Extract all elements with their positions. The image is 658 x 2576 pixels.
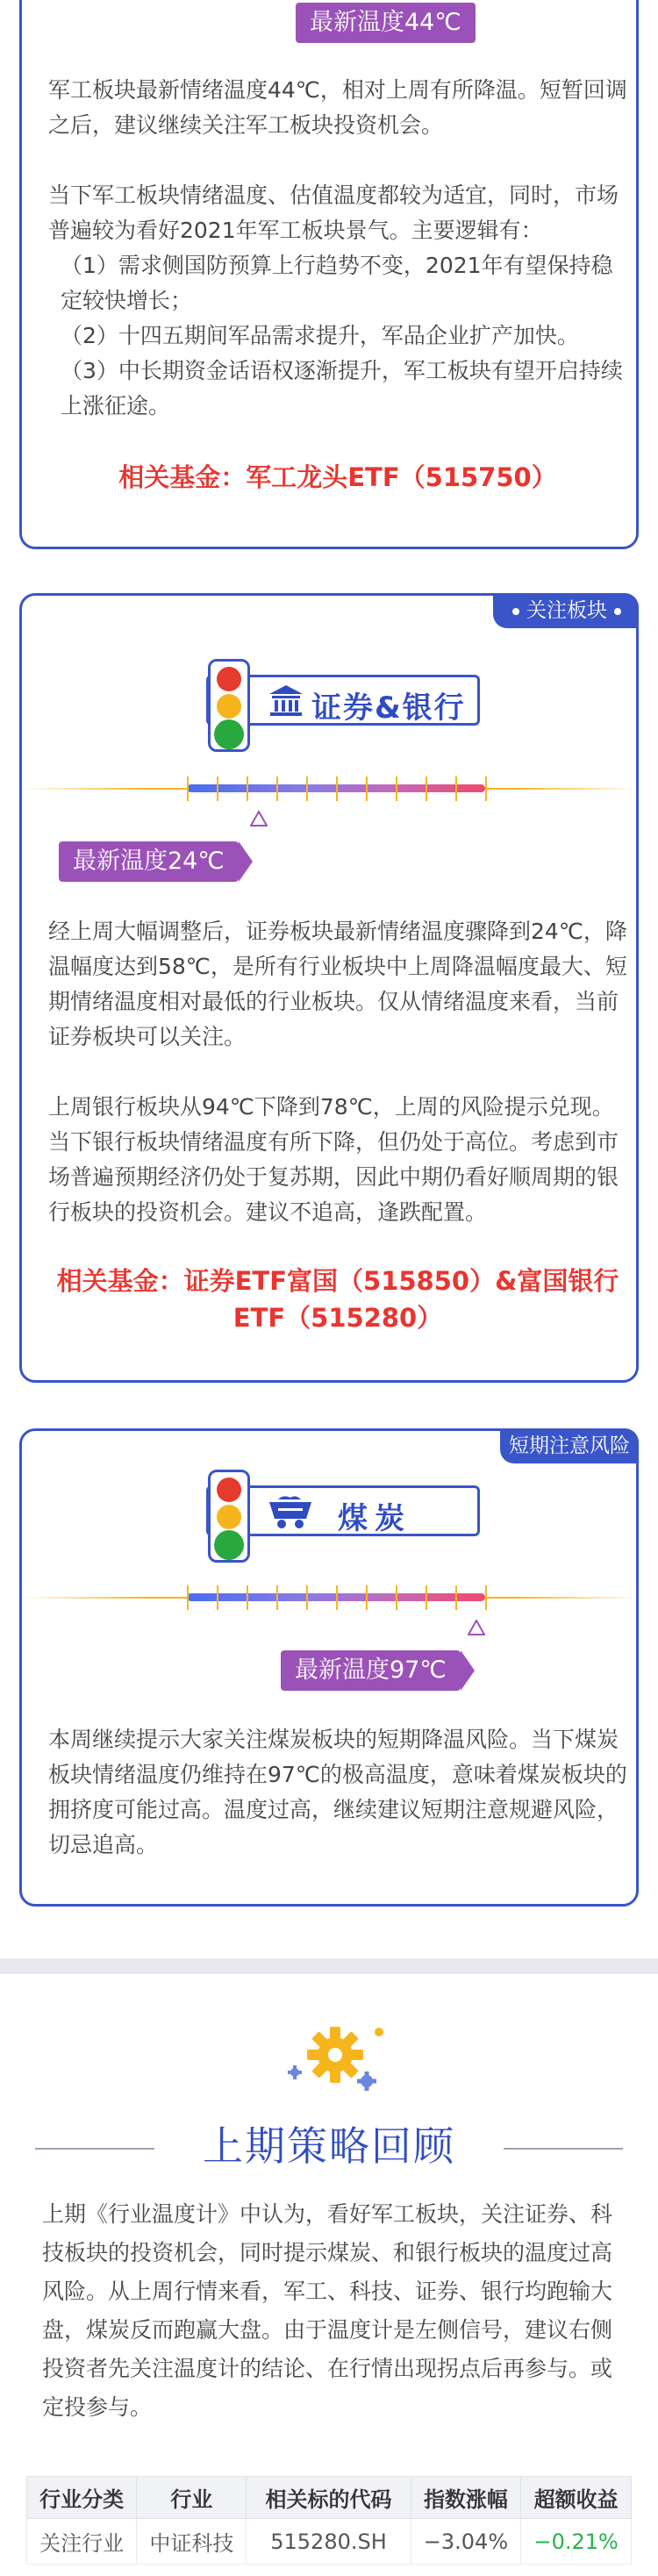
mine-cart-icon	[266, 1494, 315, 1531]
temperature-scale	[22, 771, 641, 806]
coal-card	[19, 1428, 639, 1907]
section-divider	[0, 1958, 658, 1974]
dot-icon	[512, 608, 519, 615]
temperature-badge: 最新温度97℃	[281, 1650, 461, 1691]
bank-icon	[268, 683, 304, 719]
column-header: 指数涨幅	[411, 2477, 521, 2519]
related-fund[interactable]: 相关基金：军工龙头ETF（515750）	[118, 462, 557, 492]
focus-tag	[493, 593, 639, 628]
table-header-row	[27, 2477, 632, 2519]
review-title: 上期策略回顾	[203, 2122, 455, 2170]
tag-label: 关注板块	[526, 599, 607, 622]
table-cell: 515280.SH	[247, 2519, 411, 2565]
temperature-scale	[22, 1580, 641, 1615]
coal-text	[48, 1722, 627, 1863]
military-card	[19, 0, 639, 549]
military-text	[48, 73, 627, 424]
table-row	[27, 2519, 632, 2565]
review-text: 上期《行业温度计》中认为，看好军工板块，关注证券、科技板块的投资机会，同时提示煤炭、和银行板块的温度过高风险。从上周行情来看，军工、科技、证券、银行均跑输大盘，煤炭反而跑赢大盘。由于温度计是左侧信号，建议右侧投资者先关注温度计的结论、在行情出现拐点后再参与。或定投参与。	[42, 2201, 613, 2420]
temperature-badge: 最新温度24℃	[59, 841, 239, 882]
table-cell: −0.21%	[521, 2519, 632, 2565]
traffic-light-icon	[208, 1470, 250, 1563]
securities-card	[19, 593, 639, 1383]
temperature-badge: 最新温度44℃	[296, 3, 476, 43]
column-header: 超额收益	[521, 2477, 632, 2519]
paragraph: （2）十四五期间军品需求提升，军品企业扩产加快。	[61, 323, 579, 348]
gear-icon	[279, 2018, 393, 2097]
paragraph: 经上周大幅调整后，证券板块最新情绪温度骤降到24℃，降温幅度达到58℃，是所有行业板块中上周降温幅度最大、短期情绪温度相对最低的行业板块。仅从情绪温度来看，当前证券板块可以关注。	[48, 919, 627, 1049]
paragraph: 上周银行板块从94℃下降到78℃，上周的风险提示兑现。当下银行板块情绪温度有所下降，但仍处于高位。考虑到市场普遍预期经济仍处于复苏期，因此中期仍看好顺周期的银行板块的投资机会。建议不追高，逢跌配置。	[48, 1094, 619, 1225]
paragraph: 本周继续提示大家关注煤炭板块的短期降温风险。当下煤炭板块情绪温度仍维持在97℃的极高温度，意味着煤炭板块的拥挤度可能过高。温度过高，继续建议短期注意规避风险，切忌追高。	[48, 1727, 627, 1857]
risk-tag	[500, 1428, 639, 1463]
column-header: 行业	[137, 2477, 247, 2519]
table-cell: 中证科技	[137, 2519, 247, 2565]
table-cell: −3.04%	[411, 2519, 521, 2565]
table-cell: 关注行业	[27, 2519, 137, 2565]
paragraph: 当下军工板块情绪温度、估值温度都较为适宜，同时，市场普遍较为看好2021年军工板块景气。主要逻辑有：	[48, 182, 619, 243]
paragraph: （1）需求侧国防预算上行趋势不变，2021年有望保持稳定较快增长；	[61, 253, 613, 313]
dot-icon	[614, 608, 621, 615]
paragraph: （3）中长期资金话语权逐渐提升，军工板块有望开启持续上涨征途。	[61, 358, 623, 419]
paragraph: 军工板块最新情绪温度44℃，相对上周有所降温。短暂回调之后，建议继续关注军工板块投资机会。	[48, 77, 627, 138]
column-header: 相关标的代码	[247, 2477, 411, 2519]
column-header: 行业分类	[27, 2477, 137, 2519]
traffic-light-icon	[208, 659, 250, 752]
tag-label: 短期注意风险	[509, 1435, 630, 1457]
title-line-right	[504, 2148, 623, 2150]
performance-table	[26, 2476, 632, 2565]
sector-name: 证券&银行	[311, 691, 466, 726]
sector-name: 煤炭	[338, 1501, 411, 1536]
securities-text	[48, 914, 627, 1230]
related-fund[interactable]: 相关基金：证券ETF富国（515850）&富国银行ETF（515280）	[56, 1266, 619, 1333]
